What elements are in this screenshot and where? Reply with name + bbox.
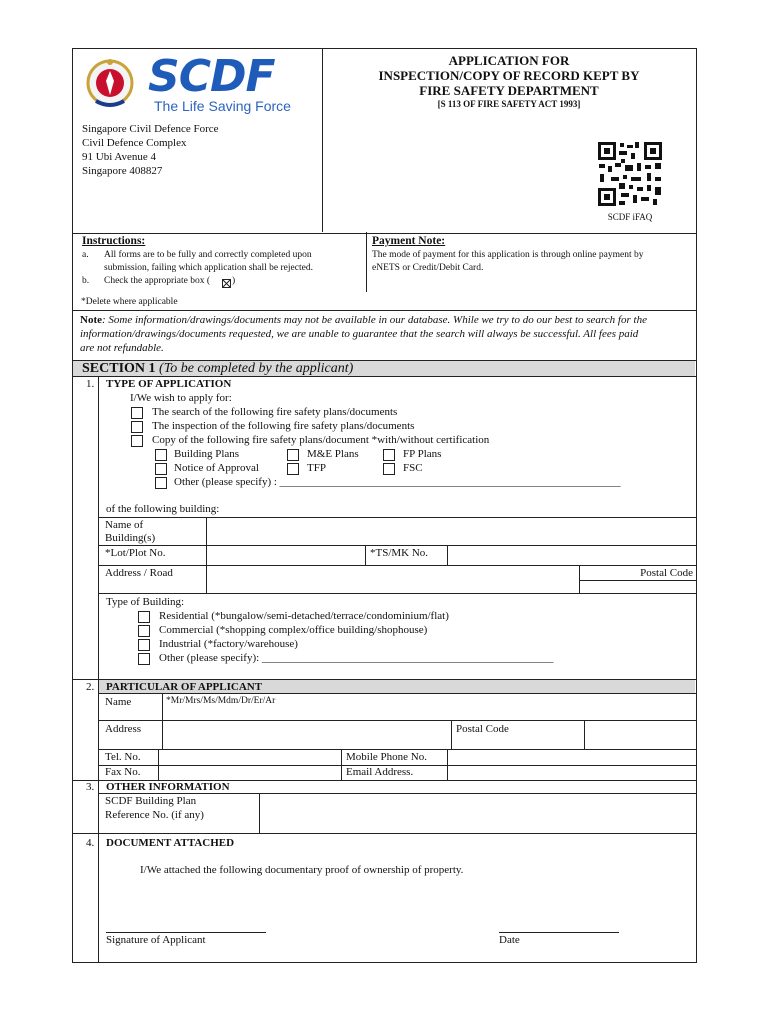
address-line: Singapore 408827 (82, 165, 163, 177)
form-title-line-3: FIRE SAFETY DEPARTMENT (419, 83, 599, 98)
option-copy-checkbox[interactable] (131, 435, 143, 447)
fp-plans-checkbox[interactable] (383, 449, 395, 461)
item-number: 1. (86, 378, 95, 390)
email-label: Email Address. (346, 766, 414, 778)
instructions-heading: Instructions: (82, 235, 146, 247)
instruction-text: Check the appropriate box ( (104, 276, 211, 286)
building-name-label: Building(s) (105, 532, 156, 544)
tfp-checkbox[interactable] (287, 463, 299, 475)
applicant-heading: PARTICULAR OF APPLICANT (106, 681, 263, 693)
applicant-address-label: Address (105, 723, 142, 735)
checked-box-icon (222, 275, 231, 284)
option-inspection-label: The inspection of the following fire safety plans/documents (152, 420, 415, 432)
fax-input[interactable] (159, 766, 341, 779)
ts-mk-input[interactable] (448, 546, 695, 564)
address-road-label: Address / Road (105, 567, 173, 579)
salutation-options[interactable]: *Mr/Mrs/Ms/Mdm/Dr/Er/Ar (166, 696, 276, 706)
date-label: Date (499, 934, 520, 946)
other-building-field[interactable]: Other (please specify): _____________________________________________________ (159, 652, 554, 664)
item-number: 2. (86, 681, 95, 693)
fsc-label: FSC (403, 462, 423, 474)
building-type-heading: Type of Building: (106, 596, 185, 608)
plan-reference-label: Reference No. (if any) (105, 809, 204, 821)
mobile-input[interactable] (448, 750, 695, 764)
residential-label: Residential (*bungalow/semi-detached/terrace/condominium/flat) (159, 610, 449, 622)
note-line (80, 314, 647, 327)
instruction-marker: b. (82, 276, 90, 286)
signature-line[interactable] (106, 932, 266, 933)
address-line: Singapore Civil Defence Force (82, 123, 219, 135)
footnote: *Delete where applicable (81, 297, 178, 307)
tel-input[interactable] (159, 750, 341, 764)
document-attached-heading: DOCUMENT ATTACHED (106, 837, 235, 849)
of-following-building: of the following building: (106, 503, 220, 515)
option-copy-label: Copy of the following fire safety plans/document *with/without certification (152, 434, 490, 446)
me-plans-checkbox[interactable] (287, 449, 299, 461)
option-search-checkbox[interactable] (131, 407, 143, 419)
document-statement: I/We attached the following documentary proof of ownership of property. (140, 864, 464, 876)
ts-mk-label: *TS/MK No. (370, 547, 429, 559)
instruction-text: ) (232, 276, 236, 286)
note-text: : Some information/drawings/documents may not be available in our database. While we try to do our best to search for the (102, 314, 647, 326)
note-label: Note (80, 314, 102, 326)
scdf-crest-logo (80, 55, 140, 115)
building-postal-label: Postal Code (640, 567, 693, 579)
commercial-checkbox[interactable] (138, 625, 150, 637)
applicant-name-label: Name (105, 696, 132, 708)
building-plans-label: Building Plans (174, 448, 240, 460)
applicant-postal-label: Postal Code (456, 723, 509, 735)
other-building-checkbox[interactable] (138, 653, 150, 665)
industrial-label: Industrial (*factory/warehouse) (159, 638, 298, 650)
other-info-heading: OTHER INFORMATION (106, 781, 230, 793)
applicant-name-input[interactable] (163, 708, 695, 720)
industrial-checkbox[interactable] (138, 639, 150, 651)
instruction-marker: a. (82, 250, 89, 260)
instruction-text: All forms are to be fully and correctly completed upon (104, 250, 312, 260)
applicant-postal-input[interactable] (585, 721, 695, 749)
other-plan-checkbox[interactable] (155, 477, 167, 489)
form-title-line-1: APPLICATION FOR (448, 53, 570, 68)
email-input[interactable] (448, 766, 695, 779)
payment-heading: Payment Note: (372, 235, 446, 247)
residential-checkbox[interactable] (138, 611, 150, 623)
mobile-label: Mobile Phone No. (346, 751, 427, 763)
act-reference: [S 113 OF FIRE SAFETY ACT 1993] (437, 99, 581, 109)
qr-caption: SCDF iFAQ (607, 212, 653, 222)
instruction-text: submission, failing which application shall be rejected. (104, 263, 313, 273)
date-line[interactable] (499, 932, 619, 933)
type-of-application-heading: TYPE OF APPLICATION (106, 378, 232, 390)
plan-reference-input[interactable] (260, 794, 695, 833)
lot-label: *Lot/Plot No. (105, 547, 166, 559)
section-1-title: SECTION 1 (To be completed by the applicant) (82, 361, 354, 376)
address-line: Civil Defence Complex (82, 137, 187, 149)
apply-intro: I/We wish to apply for: (130, 392, 232, 404)
payment-text: eNETS or Credit/Debit Card. (372, 263, 484, 273)
building-postal-input[interactable] (580, 581, 695, 593)
applicant-address-input[interactable] (163, 721, 451, 749)
item-number: 4. (86, 837, 95, 849)
option-inspection-checkbox[interactable] (131, 421, 143, 433)
lot-input[interactable] (207, 546, 365, 564)
building-name-input[interactable] (207, 518, 695, 544)
qr-code[interactable] (597, 141, 663, 207)
building-name-label: Name of (105, 519, 144, 531)
tagline: The Life Saving Force (154, 98, 291, 114)
other-plan-field[interactable]: Other (please specify) : ______________________________________________________________ (174, 476, 621, 488)
note-line: information/drawings/documents requested, we are unable to guarantee that the search will always be successful. All fees paid (80, 328, 639, 340)
notice-of-approval-checkbox[interactable] (155, 463, 167, 475)
building-plans-checkbox[interactable] (155, 449, 167, 461)
plan-reference-label: SCDF Building Plan (105, 795, 197, 807)
payment-text: The mode of payment for this application is through online payment by (372, 250, 644, 260)
signature-label: Signature of Applicant (106, 934, 206, 946)
tfp-label: TFP (307, 462, 326, 474)
form-title-line-2: INSPECTION/COPY OF RECORD KEPT BY (378, 68, 640, 83)
note-line: are not refundable. (80, 342, 164, 354)
fp-plans-label: FP Plans (403, 448, 442, 460)
fax-label: Fax No. (105, 766, 141, 778)
me-plans-label: M&E Plans (307, 448, 359, 460)
notice-of-approval-label: Notice of Approval (174, 462, 259, 474)
item-number: 3. (86, 781, 95, 793)
commercial-label: Commercial (*shopping complex/office building/shophouse) (159, 624, 428, 636)
address-line: 91 Ubi Avenue 4 (82, 151, 157, 163)
fsc-checkbox[interactable] (383, 463, 395, 475)
tel-label: Tel. No. (105, 751, 141, 763)
scdf-logo-text: SCDF (148, 51, 275, 102)
address-road-input[interactable] (207, 566, 579, 593)
option-search-label: The search of the following fire safety plans/documents (152, 406, 398, 418)
